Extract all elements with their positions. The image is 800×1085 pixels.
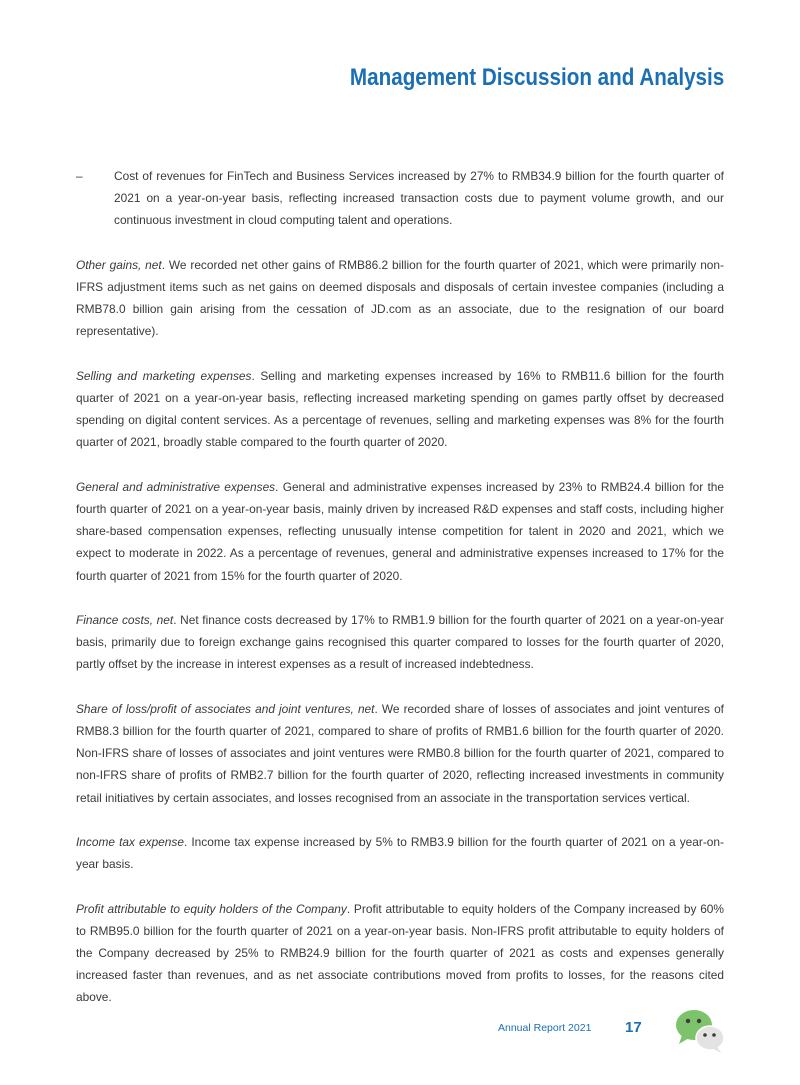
footer-report-label: Annual Report 2021 [498,1022,592,1034]
paragraph-general-admin [76,476,724,587]
wechat-back-bubble-icon [696,1026,724,1053]
paragraph-lead: Finance costs, net [76,613,174,627]
paragraph-lead: Other gains, net [76,257,162,272]
paragraph-share-associates [76,698,724,809]
page-number: 17 [625,1019,642,1036]
paragraph-other-gains [76,254,724,343]
wechat-eye-icon [712,1033,716,1037]
paragraph-text: . General and administrative expenses increased by 23% to RMB24.4 billion for the fourth quarter of 2021 on a year-on-year basis, mainly driven by increased R&D expenses and staff costs, including higher share-based compensation expenses, reflecting unusually intense competition for talent in 2020 and 2021, which we expect to moderate in 2022. As a percentage of revenues, general and administrative expenses increased to 17% for the fourth quarter of 2021 from 15% for the fourth quarter of 2020. [76,479,724,583]
paragraph-text: . Selling and marketing expenses increased by 16% to RMB11.6 billion for the fourth quarter of 2021 on a year-on-year basis, reflecting increased marketing spending on games partly offset by decreased spending on digital content services. As a percentage of revenues, selling and marketing expenses was 8% for the fourth quarter of 2021, broadly stable compared to the fourth quarter of 2020. [76,368,725,450]
paragraph-lead: Share of loss/profit of associates and joint ventures, net [76,701,375,716]
paragraph-lead: General and administrative expenses [76,479,276,494]
page-title: Management Discussion and Analysis [349,64,724,91]
paragraph-text: . We recorded share of losses of associates and joint ventures of RMB8.3 billion for the fourth quarter of 2021, compared to share of profits of RMB1.6 billion for the fourth quarter of 2020. Non-IFRS share of losses of associates and joint ventures were RMB0.8 billion for the fourth quarter of 2021, compared to non-IFRS share of profits of RMB2.7 billion for the fourth quarter of 2020, reflecting increased investments in community retail initiatives by certain associates, and losses recognised from an associate in the transportation services vertical. [76,701,724,805]
bullet-text: Cost of revenues for FinTech and Business Services increased by 27% to RMB34.9 billion for the fourth quarter of 2021 on a year-on-year basis, reflecting increased transaction costs due to payment volume growth, and our continuous investment in cloud computing talent and operations. [114,169,724,228]
page-body [76,165,724,1031]
paragraph-lead: Profit attributable to equity holders of the Company [76,901,347,916]
paragraph-text: . Profit attributable to equity holders of the Company increased by 60% to RMB95.0 billion for the fourth quarter of 2021 on a year-on-year basis. Non-IFRS profit attributable to equity holders of the Company decreased by 25% to RMB24.9 billion for the fourth quarter of 2021 as costs and expenses generally increased faster than revenues, and as net associate contributions moved from profits to losses, for the reasons cited above. [76,901,724,1005]
paragraph-finance-costs [76,609,724,676]
list-item [76,165,724,232]
wechat-eye-icon [697,1019,701,1023]
paragraph-lead: Income tax expense [76,835,184,849]
paragraph-income-tax [76,831,724,875]
paragraph-text: . Net finance costs decreased by 17% to RMB1.9 billion for the fourth quarter of 2021 on a year-on-year basis, primarily due to foreign exchange gains recognised this quarter compared to losses for the fourth quarter of 2020, partly offset by the increase in interest expenses as a result of increased indebtedness. [76,613,724,672]
wechat-logo-icon [674,1008,726,1054]
paragraph-lead: Selling and marketing expenses [76,368,252,383]
paragraph-text: . Income tax expense increased by 5% to RMB3.9 billion for the fourth quarter of 2021 on a year-on-year basis. [76,835,724,872]
paragraph-text: . We recorded net other gains of RMB86.2 billion for the fourth quarter of 2021, which were primarily non-IFRS adjustment items such as net gains on deemed disposals and disposals of certain investee companies (including a RMB78.0 billion gain arising from the cessation of JD.com as an associate, due to the resignation of our board representative). [76,257,724,339]
paragraph-selling-marketing [76,365,724,454]
wechat-eye-icon [686,1019,690,1023]
wechat-eye-icon [703,1033,707,1037]
paragraph-profit-attributable [76,898,724,1009]
bullet-dash: – [76,169,83,183]
